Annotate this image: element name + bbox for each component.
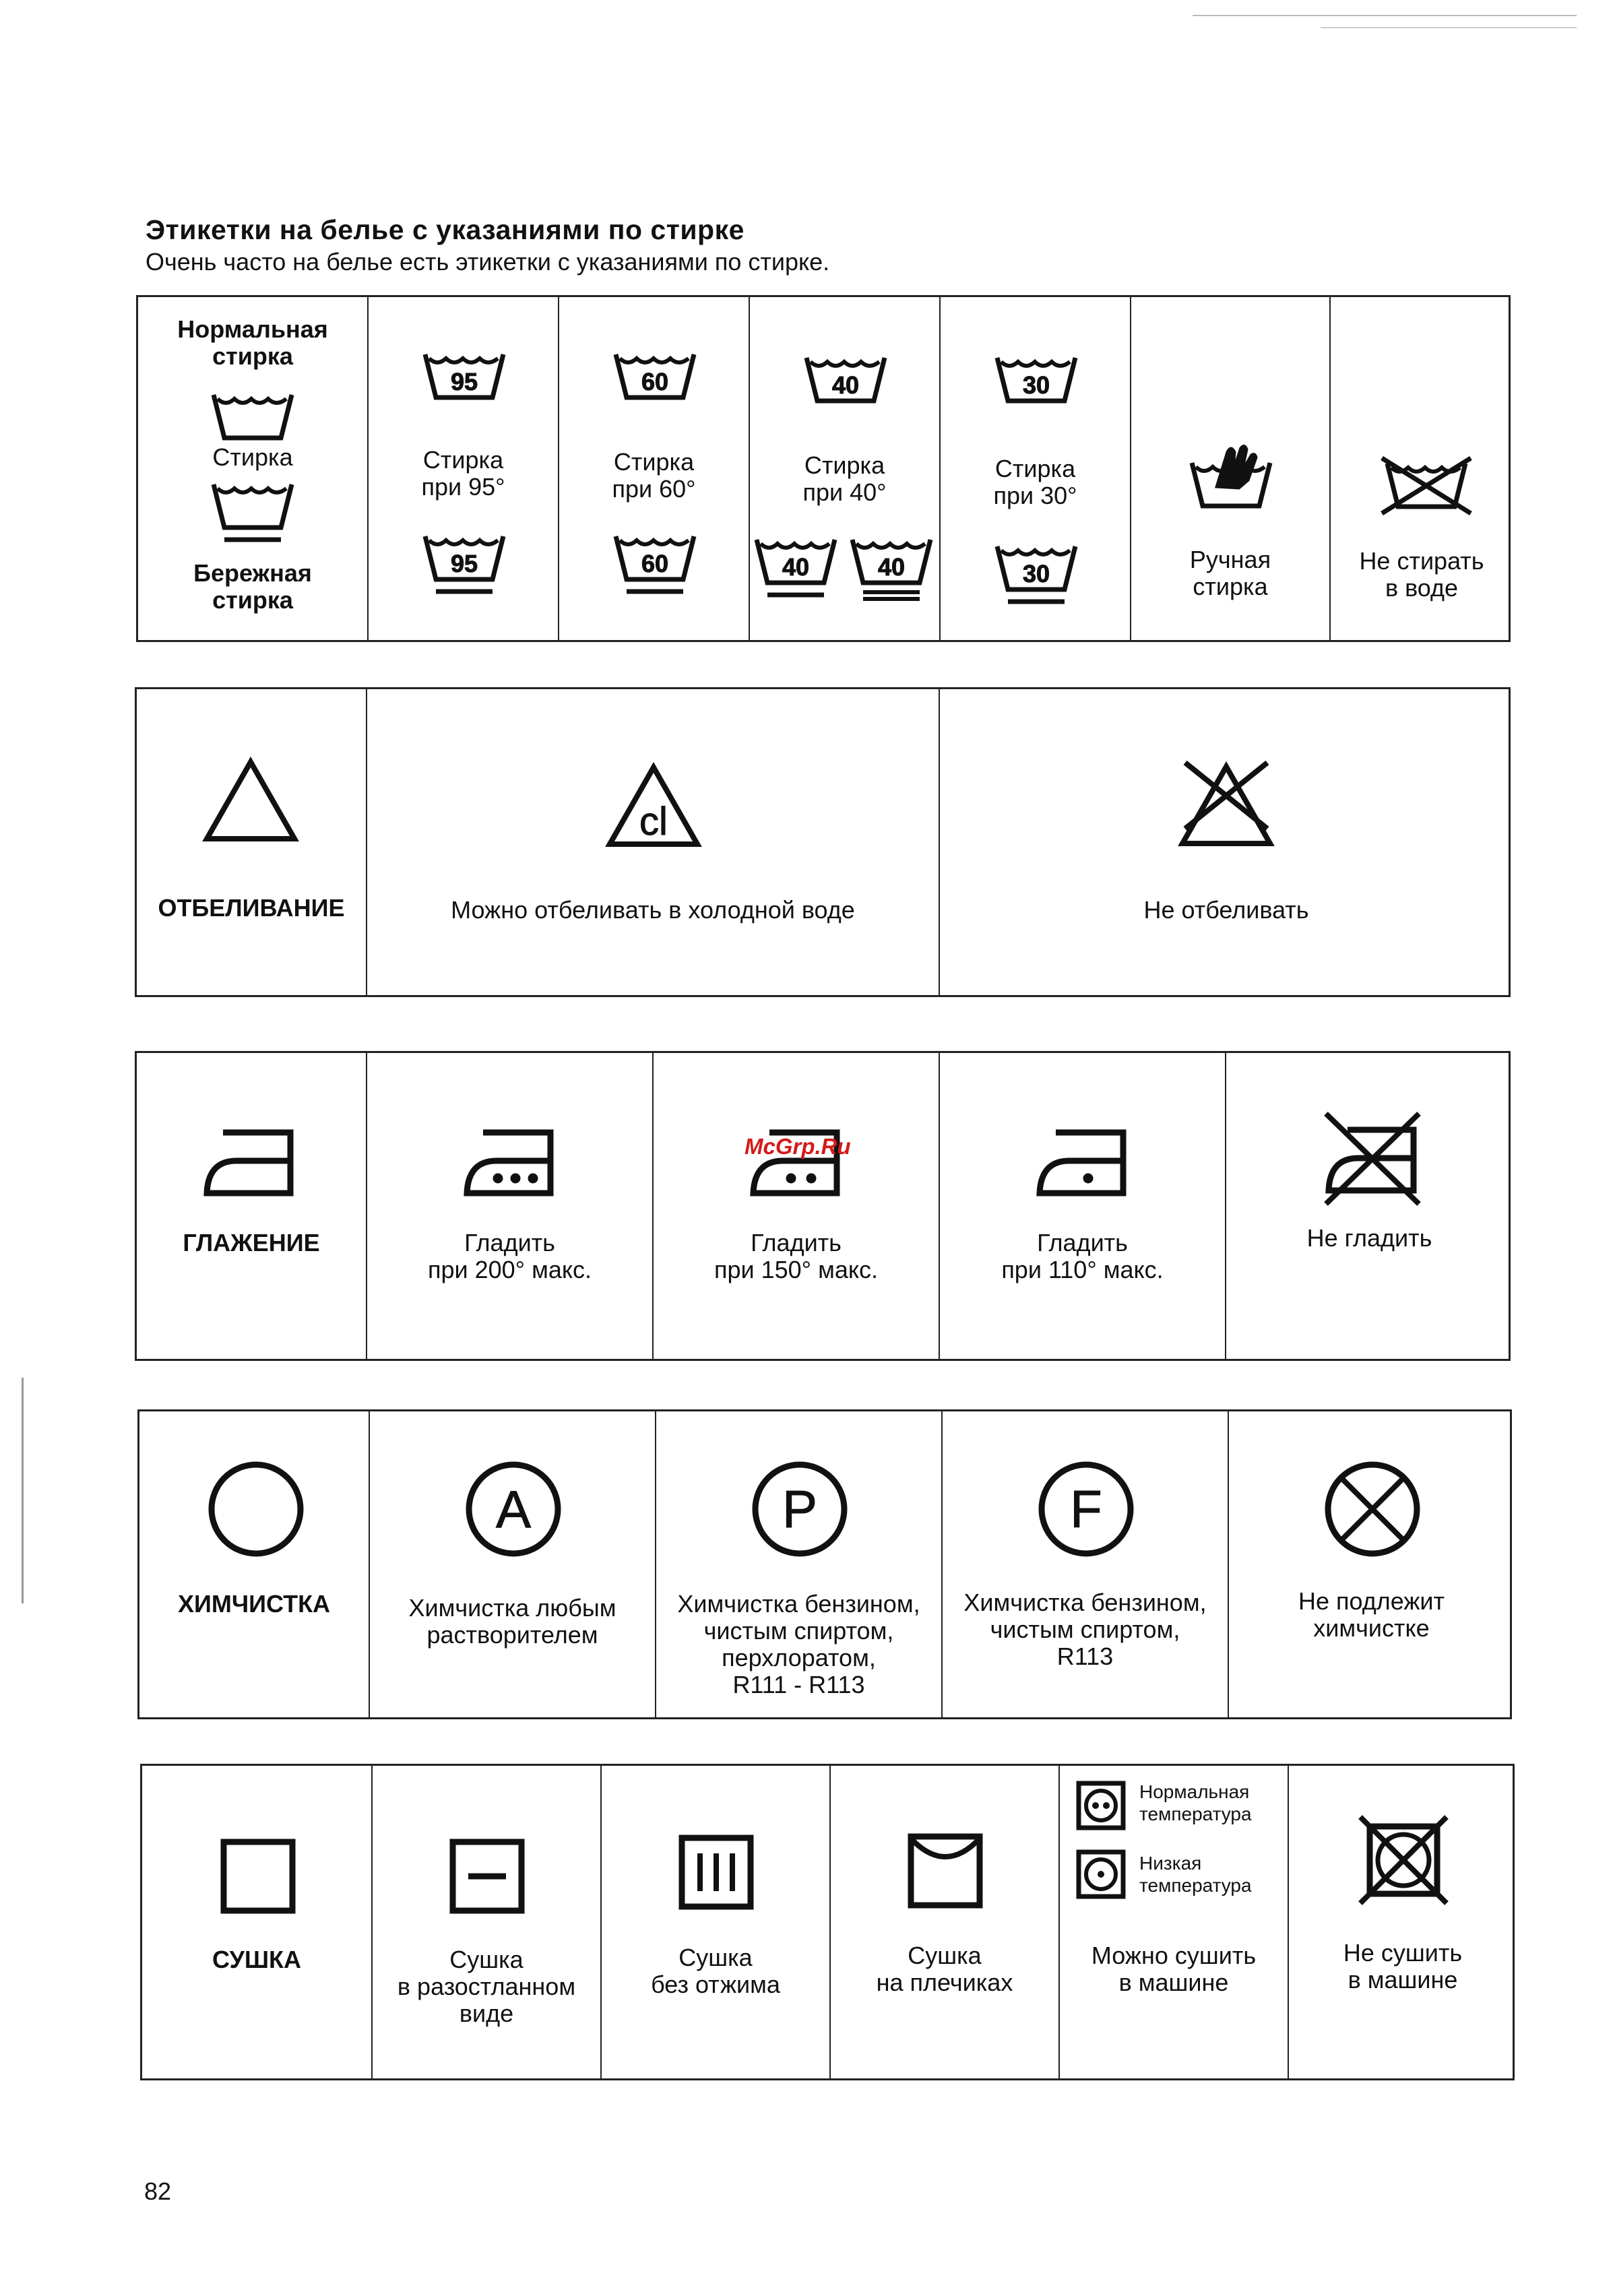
dryclean-any-label: Химчистка любым растворителем — [408, 1594, 616, 1649]
iron-icon — [203, 1126, 297, 1200]
tumble-low-label: Низкая температура — [1139, 1853, 1252, 1896]
scan-line-top-2 — [1321, 27, 1577, 28]
no-bleach-icon — [1177, 753, 1275, 851]
dryclean-f-cell — [941, 1411, 1228, 1717]
wash-60-label: Стирка при 60° — [612, 448, 696, 503]
wash-40-very-gentle-temp: 40 — [877, 553, 906, 581]
dryclean-a-icon — [464, 1460, 563, 1558]
wash-30-icon — [994, 351, 1078, 406]
wash-95-icon — [422, 348, 506, 403]
wash-40-very-gentle-icon — [850, 533, 933, 600]
drycleaning-table — [137, 1409, 1512, 1719]
tumble-normal-label: Нормальная температура — [1139, 1781, 1252, 1824]
drying-square-icon — [220, 1839, 296, 1914]
wash-40-gentle-icon — [754, 533, 837, 600]
bleach-cold-label: Можно отбеливать в холодной воде — [451, 896, 855, 924]
ironing-header: ГЛАЖЕНИЕ — [183, 1229, 320, 1256]
ironing-header-cell — [137, 1053, 366, 1359]
wash-60-temp: 60 — [641, 368, 669, 395]
no-dryclean-icon — [1323, 1460, 1422, 1558]
wash-60-gentle-icon — [613, 530, 697, 597]
wash-95-temp: 95 — [450, 368, 478, 395]
wash-tub-normal-icon — [211, 388, 294, 442]
bleaching-table — [135, 687, 1511, 997]
iron-200-icon — [463, 1126, 557, 1200]
bleach-triangle-icon — [201, 757, 300, 844]
wash-40-label: Стирка при 40° — [802, 451, 887, 506]
wash-tub-gentle-icon — [211, 478, 294, 545]
dry-hanger-cell — [829, 1766, 1058, 2078]
bleach-cl-icon — [604, 762, 703, 850]
dryclean-p-cell — [655, 1411, 941, 1717]
page-number: 82 — [144, 2177, 172, 2205]
wash-40-cell — [749, 297, 939, 640]
wash-30-cell — [939, 297, 1130, 640]
washing-table — [136, 295, 1511, 642]
dry-drip-label: Сушка без отжима — [651, 1944, 780, 1998]
dryclean-f-icon — [1037, 1460, 1135, 1558]
wash-95-gentle-icon — [422, 530, 506, 597]
ironing-table — [135, 1051, 1511, 1361]
no-wash-cell — [1329, 297, 1513, 640]
dry-machine-cell — [1058, 1766, 1288, 2078]
dryclean-p-label: Химчистка бензином, чистым спиртом, перхлоратом, R111 - R113 — [677, 1590, 920, 1698]
dry-machine-label: Можно сушить в машине — [1091, 1942, 1257, 1996]
iron-110-cell — [939, 1053, 1225, 1359]
dryclean-p-letter: P — [782, 1479, 818, 1539]
iron-200-cell — [366, 1053, 652, 1359]
iron-150-label: Гладить при 150° макс. — [714, 1229, 879, 1283]
no-dry-machine-cell — [1288, 1766, 1517, 2078]
iron-200-label: Гладить при 200° макс. — [427, 1229, 592, 1283]
drying-header: СУШКА — [212, 1946, 302, 1973]
wash-40-gentle-temp: 40 — [782, 553, 810, 581]
dryclean-p-icon — [751, 1460, 849, 1558]
bleach-cold-cell — [366, 689, 939, 995]
dry-flat-icon — [449, 1839, 525, 1914]
dry-hanger-icon — [908, 1833, 983, 1909]
iron-150-cell — [652, 1053, 939, 1359]
no-tumble-icon — [1356, 1813, 1451, 1907]
hand-wash-icon — [1189, 439, 1273, 513]
wash-60-icon — [613, 348, 697, 403]
dry-flat-cell — [371, 1766, 600, 2078]
washing-header-cell — [138, 297, 367, 640]
watermark: McGrp.Ru — [745, 1134, 851, 1159]
gentle-wash-label: Бережная стирка — [193, 559, 312, 614]
no-bleach-cell — [939, 689, 1513, 995]
dry-drip-icon — [678, 1835, 754, 1910]
dryclean-f-letter: F — [1070, 1479, 1102, 1539]
no-bleach-label: Не отбеливать — [1143, 896, 1309, 924]
no-iron-label: Не гладить — [1306, 1224, 1432, 1252]
iron-110-label: Гладить при 110° макс. — [1001, 1229, 1164, 1283]
dry-hanger-label: Сушка на плечиках — [876, 1942, 1013, 1996]
dry-flat-label: Сушка в разостланном виде — [397, 1946, 576, 2027]
tumble-low-icon — [1076, 1849, 1126, 1899]
wash-30-gentle-icon — [994, 540, 1078, 607]
dryclean-f-label: Химчистка бензином, чистым спиртом, R113 — [963, 1589, 1207, 1670]
wash-30-gentle-temp: 30 — [1022, 560, 1050, 587]
wash-60-gentle-temp: 60 — [641, 550, 669, 577]
no-wash-icon — [1379, 455, 1474, 516]
drying-header-cell — [142, 1766, 371, 2078]
hand-wash-label: Ручная стирка — [1189, 546, 1271, 600]
wash-30-temp: 30 — [1022, 371, 1050, 399]
bleaching-header-cell — [137, 689, 366, 995]
dryclean-any-cell — [369, 1411, 655, 1717]
tumble-normal-icon — [1076, 1781, 1126, 1830]
no-dryclean-cell — [1228, 1411, 1514, 1717]
no-iron-icon — [1321, 1110, 1422, 1211]
wash-95-cell — [367, 297, 558, 640]
no-wash-label: Не стирать в воде — [1359, 547, 1484, 602]
dryclean-a-letter: A — [495, 1479, 532, 1539]
page-title: Этикетки на белье с указаниями по стирке — [146, 214, 745, 245]
bleaching-header: ОТБЕЛИВАНИЕ — [158, 894, 345, 922]
wash-95-gentle-temp: 95 — [450, 550, 478, 577]
drycleaning-header: ХИМЧИСТКА — [177, 1590, 331, 1618]
drycleaning-circle-icon — [207, 1460, 305, 1558]
dry-drip-cell — [600, 1766, 829, 2078]
wash-40-icon — [804, 351, 887, 406]
normal-wash-label: Нормальная стирка — [177, 315, 328, 370]
drycleaning-header-cell — [139, 1411, 369, 1717]
no-iron-cell — [1225, 1053, 1513, 1359]
wash-30-label: Стирка при 30° — [993, 455, 1077, 509]
hand-wash-cell — [1130, 297, 1329, 640]
iron-110-icon — [1036, 1126, 1130, 1200]
wash-60-cell — [558, 297, 749, 640]
drying-table — [140, 1764, 1515, 2080]
scan-line-top — [1193, 15, 1577, 16]
bleach-cl-text: cl — [639, 800, 668, 843]
wash-95-label: Стирка при 95° — [421, 446, 505, 501]
no-dryclean-label: Не подлежит химчистке — [1298, 1587, 1445, 1642]
page-subtitle: Очень часто на белье есть этикетки с указаниями по стирке. — [146, 248, 830, 276]
wash-40-temp: 40 — [831, 371, 860, 399]
wash-label: Стирка — [212, 443, 293, 471]
scan-line-side — [22, 1378, 24, 1603]
no-dry-machine-label: Не сушить в машине — [1343, 1939, 1463, 1994]
